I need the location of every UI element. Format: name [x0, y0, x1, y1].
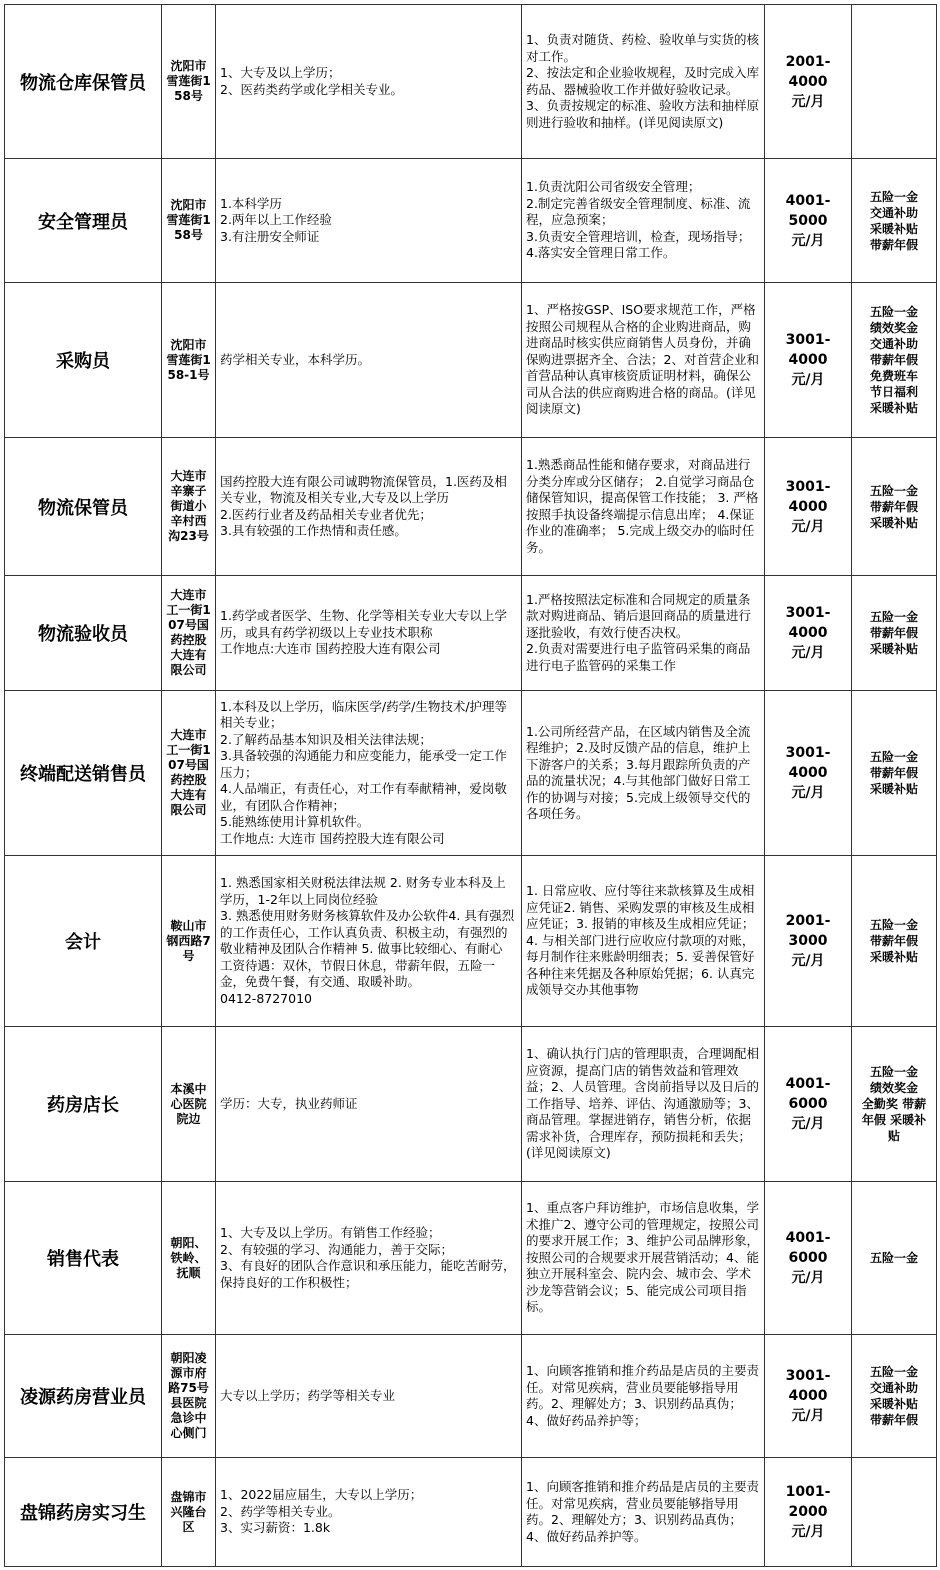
job-requirements-cell [216, 438, 522, 576]
job-benefits-cell [852, 1182, 937, 1335]
job-benefits-cell [852, 691, 937, 856]
job-requirements-cell [216, 283, 522, 438]
job-benefits: 五险一金 绩效奖金 交通补助 带薪年假 免费班车 节日福利 采暖补贴 [869, 305, 918, 415]
job-benefits-cell [852, 1458, 937, 1567]
job-duties: 1.熟悉商品性能和储存要求，对商品进行分类分库或分区储存； 2.自觉学习商品仓储保管知识，提高保管工作技能； 3. 严格按照手执设备终端提示信息出库； 4.保证作业的准确率； 5.完成上级交办的临时任务。 [526, 457, 759, 555]
table-row [5, 159, 937, 283]
job-benefits: 五险一金 绩效奖金 全勤奖 带薪年假 采暖补贴 [861, 1065, 927, 1143]
job-duties: 1、向顾客推销和推介药品是店员的主要责任。对常见疾病，营业员要能够指导用药。2、理解处方；3、识别药品真伪；4、做好药品养护等。 [526, 1479, 759, 1544]
job-benefits: 五险一金 带薪年假 采暖补贴 [869, 483, 918, 530]
salary-unit: 元/月 [791, 1408, 825, 1424]
job-requirements: 大专以上学历；药学等相关专业 [220, 1387, 396, 1403]
job-duties: 1、严格按GSP、ISO要求规范工作，严格按照公司规程从合格的企业购进商品，购进商品时核实供应商销售人员身份，并确保购进票据齐全、合法；2、对首营企业和首营品种认真审核资质证明材料，确保公司从合法的供应商购进合格的商品。(详见阅读原文) [526, 302, 759, 417]
job-salary [765, 5, 852, 159]
job-title: 物流保管员 [5, 438, 162, 576]
table-row [5, 283, 937, 438]
job-benefits-cell [852, 856, 937, 1027]
job-title: 药房店长 [5, 1027, 162, 1182]
job-benefits: 五险一金 带薪年假 采暖补贴 [869, 610, 918, 656]
job-title: 物流仓库保管员 [5, 5, 162, 159]
job-salary [765, 691, 852, 856]
salary-unit: 元/月 [791, 232, 825, 249]
job-requirements-cell [216, 576, 522, 691]
salary-range: 2001-3000 [785, 913, 831, 949]
job-requirements-cell [216, 1335, 522, 1458]
job-requirements: 1.本科及以上学历，临床医学/药学/生物技术/护理等相关专业； 2.了解药品基本知识及相关法律法规； 3.具备较强的沟通能力和应变能力，能承受一定工作压力； 4.人品端正，有责任心，对工作有奉献精神，爱岗敬业，有团队合作精神； 5.能熟练使用计算机软件。 工作地点: 大连市 国药控股大连有限公司 [220, 698, 508, 846]
table-row [5, 691, 937, 856]
job-benefits-cell [852, 1335, 937, 1458]
job-benefits: 五险一金 带薪年假 采暖补贴 [869, 918, 918, 964]
job-location: 沈阳市雪莲街158-1号 [162, 283, 216, 438]
job-location: 朝阳、铁岭、抚顺 [162, 1182, 216, 1335]
job-benefits: 五险一金 交通补助 采暖补贴 带薪年假 [869, 189, 918, 252]
job-requirements: 国药控股大连有限公司诚聘物流保管员，1.医药及相关专业，物流及相关专业,大专及以上学历 2.医药行业者及药品相关专业者优先； 3.具有较强的工作热情和责任感。 [220, 473, 507, 538]
job-duties: 1.负责沈阳公司省级安全管理； 2.制定完善省级安全管理制度、标准、流程，应急预案； 3.负责安全管理培训，检查，现场指导； 4.落实安全管理日常工作。 [526, 179, 751, 261]
job-requirements: 1.本科学历 2.两年以上工作经验 3.有注册安全师证 [220, 195, 332, 244]
job-duties: 1. 日常应收、应付等往来款核算及生成相应凭证2. 销售、采购发票的审核及生成相应凭证；3. 报销的审核及生成相应凭证；4. 与相关部门进行应收应付款项的对账，每月制作往来账龄明细表；5. 妥善保管好各种往来凭据及各种原始凭据；6. 认真完成领导交办其他事物 [526, 883, 755, 998]
salary-unit: 元/月 [791, 1116, 825, 1132]
table-row [5, 1458, 937, 1567]
job-salary [765, 1458, 852, 1567]
job-title: 安全管理员 [5, 159, 162, 283]
job-requirements-cell [216, 1027, 522, 1182]
job-title: 采购员 [5, 283, 162, 438]
job-title: 物流验收员 [5, 576, 162, 691]
job-benefits-cell [852, 1027, 937, 1182]
job-requirements: 1、大专及以上学历； 2、医药类药学或化学相关专业。 [220, 65, 403, 97]
job-salary [765, 1027, 852, 1182]
salary-unit: 元/月 [791, 785, 825, 801]
job-salary [765, 159, 852, 283]
job-title: 盘锦药房实习生 [5, 1458, 162, 1567]
job-listing-table [4, 4, 937, 1567]
job-location: 沈阳市雪莲街158号 [162, 5, 216, 159]
job-duties-cell [522, 856, 765, 1027]
salary-range: 3001-4000 [785, 478, 831, 515]
salary-range: 3001-4000 [785, 605, 831, 641]
job-benefits-cell [852, 283, 937, 438]
table-row [5, 576, 937, 691]
job-requirements: 1、大专及以上学历。有销售工作经验； 2、有较强的学习、沟通能力，善于交际； 3、有良好的团队合作意识和承压能力，能吃苦耐劳，保持良好的工作积极性； [220, 1225, 516, 1290]
job-table-body [5, 5, 937, 1567]
job-duties: 1、负责对随货、药检、验收单与实货的核对工作。 2、按法定和企业验收规程，及时完成入库药品、器械验收工作并做好验收记录。 3、负责按规定的标准、验收方法和抽样原则进行验收和抽样。(详见阅读原文) [526, 32, 759, 130]
job-salary [765, 576, 852, 691]
job-duties-cell [522, 1027, 765, 1182]
job-duties: 1.严格按照法定标准和合同规定的质量条款对购进商品、销后退回商品的质量进行逐批验收，有效行使否决权。 2.负责对需要进行电子监管码采集的商品进行电子监管码的采集工作 [526, 591, 752, 673]
job-benefits-cell [852, 438, 937, 576]
table-row [5, 1182, 937, 1335]
job-requirements-cell [216, 159, 522, 283]
job-requirements: 1. 熟悉国家相关财税法律法规 2. 财务专业本科及上学历，1-2年以上同岗位经验 3. 熟悉使用财务财务核算软件及办公软件4. 具有强烈的工作责任心，工作认真负责、积极主动，有强烈的敬业精神及团队合作精神 5. 做事比较细心、有耐心 工资待遇：双休，节假日休息，带薪年假，五险一金，免费午餐，有交通、取暖补助。 0412-8727010 [220, 875, 515, 1006]
salary-range: 2001-4000 [785, 53, 831, 90]
table-row [5, 1027, 937, 1182]
job-duties: 1.公司所经营产品，在区域内销售及全流程维护；2.及时反馈产品的信息，维护上下游客户的关系；3.每月跟踪所负责的产品的流量状况；4.与其他部门做好日常工作的协调与对接；5.完成上级领导交代的各项任务。 [526, 723, 751, 821]
job-salary [765, 1335, 852, 1458]
job-requirements-cell [216, 1458, 522, 1567]
job-duties-cell [522, 691, 765, 856]
job-requirements: 药学相关专业，本科学历。 [220, 351, 371, 367]
job-duties-cell [522, 5, 765, 159]
job-title: 终端配送销售员 [5, 691, 162, 856]
salary-range: 3001-4000 [785, 1368, 831, 1404]
salary-unit: 元/月 [791, 953, 825, 969]
table-row [5, 856, 937, 1027]
job-requirements-cell [216, 5, 522, 159]
job-location: 大连市工一街107号国药控股大连有限公司 [162, 691, 216, 856]
job-benefits-cell [852, 5, 937, 159]
salary-range: 3001-4000 [785, 745, 831, 781]
job-salary [765, 438, 852, 576]
job-duties-cell [522, 576, 765, 691]
job-salary [765, 1182, 852, 1335]
job-location: 本溪中心医院院边 [162, 1027, 216, 1182]
job-location: 鞍山市钢西路7号 [162, 856, 216, 1027]
salary-unit: 元/月 [791, 1270, 825, 1286]
job-benefits-cell [852, 576, 937, 691]
salary-unit: 元/月 [791, 1524, 825, 1540]
job-duties-cell [522, 1458, 765, 1567]
table-row [5, 438, 937, 576]
salary-range: 3001-4000 [785, 332, 831, 368]
job-requirements-cell [216, 691, 522, 856]
job-duties-cell [522, 283, 765, 438]
salary-range: 4001-5000 [785, 192, 831, 229]
job-duties: 1、确认执行门店的管理职责，合理调配相应资源，提高门店的销售效益和管理效益；2、人员管理。含岗前指导以及日后的工作指导、培养、评估、沟通激励等；3、商品管理。掌握进销存，销售分析，依据需求补货，合理库存，预防损耗和丢失；(详见阅读原文) [526, 1046, 759, 1161]
job-duties-cell [522, 159, 765, 283]
job-requirements-cell [216, 1182, 522, 1335]
job-salary [765, 856, 852, 1027]
job-duties-cell [522, 438, 765, 576]
job-benefits: 五险一金 交通补助 采暖补贴 带薪年假 [869, 1365, 918, 1427]
job-requirements: 1.药学或者医学、生物、化学等相关专业大专以上学历，或具有药学初级以上专业技术职称 工作地点:大连市 国药控股大连有限公司 [220, 608, 507, 657]
table-row [5, 1335, 937, 1458]
job-benefits: 五险一金 [869, 1251, 918, 1265]
job-benefits-cell [852, 159, 937, 283]
job-location: 朝阳凌源市府路75号县医院急诊中心侧门 [162, 1335, 216, 1458]
job-benefits: 五险一金 带薪年假 采暖补贴 [869, 750, 918, 796]
table-row [5, 5, 937, 159]
salary-unit: 元/月 [791, 518, 825, 535]
job-requirements-cell [216, 856, 522, 1027]
salary-range: 4001-6000 [785, 1230, 831, 1266]
job-location: 盘锦市兴隆台区 [162, 1458, 216, 1567]
job-duties: 1、重点客户拜访维护，市场信息收集，学术推广2、遵守公司的管理规定，按照公司的要求开展工作；3、维护公司品牌形象，按照公司的合规要求开展营销活动；4、能独立开展科室会、院内会、城市会、学术沙龙等营销会议；5、能完成公司项目指标。 [526, 1200, 759, 1315]
job-duties-cell [522, 1335, 765, 1458]
job-location: 大连市工一街107号国药控股大连有限公司 [162, 576, 216, 691]
job-title: 销售代表 [5, 1182, 162, 1335]
job-salary [765, 283, 852, 438]
job-title: 凌源药房营业员 [5, 1335, 162, 1458]
salary-range: 1001-2000 [785, 1484, 831, 1520]
job-title: 会计 [5, 856, 162, 1027]
salary-unit: 元/月 [791, 645, 825, 661]
salary-unit: 元/月 [791, 372, 825, 388]
job-duties-cell [522, 1182, 765, 1335]
job-requirements: 1、2022届应届生，大专以上学历； 2、药学等相关专业。 3、实习薪资：1.8k [220, 1487, 423, 1536]
job-requirements: 学历：大专，执业药师证 [220, 1095, 358, 1111]
job-location: 沈阳市雪莲街158号 [162, 159, 216, 283]
job-location: 大连市辛寨子街道小辛村西沟23号 [162, 438, 216, 576]
salary-unit: 元/月 [791, 93, 825, 110]
salary-range: 4001-6000 [785, 1076, 831, 1112]
job-duties: 1、向顾客推销和推介药品是店员的主要责任。对常见疾病，营业员要能够指导用药。2、理解处方；3、识别药品真伪；4、做好药品养护等； [526, 1363, 759, 1428]
